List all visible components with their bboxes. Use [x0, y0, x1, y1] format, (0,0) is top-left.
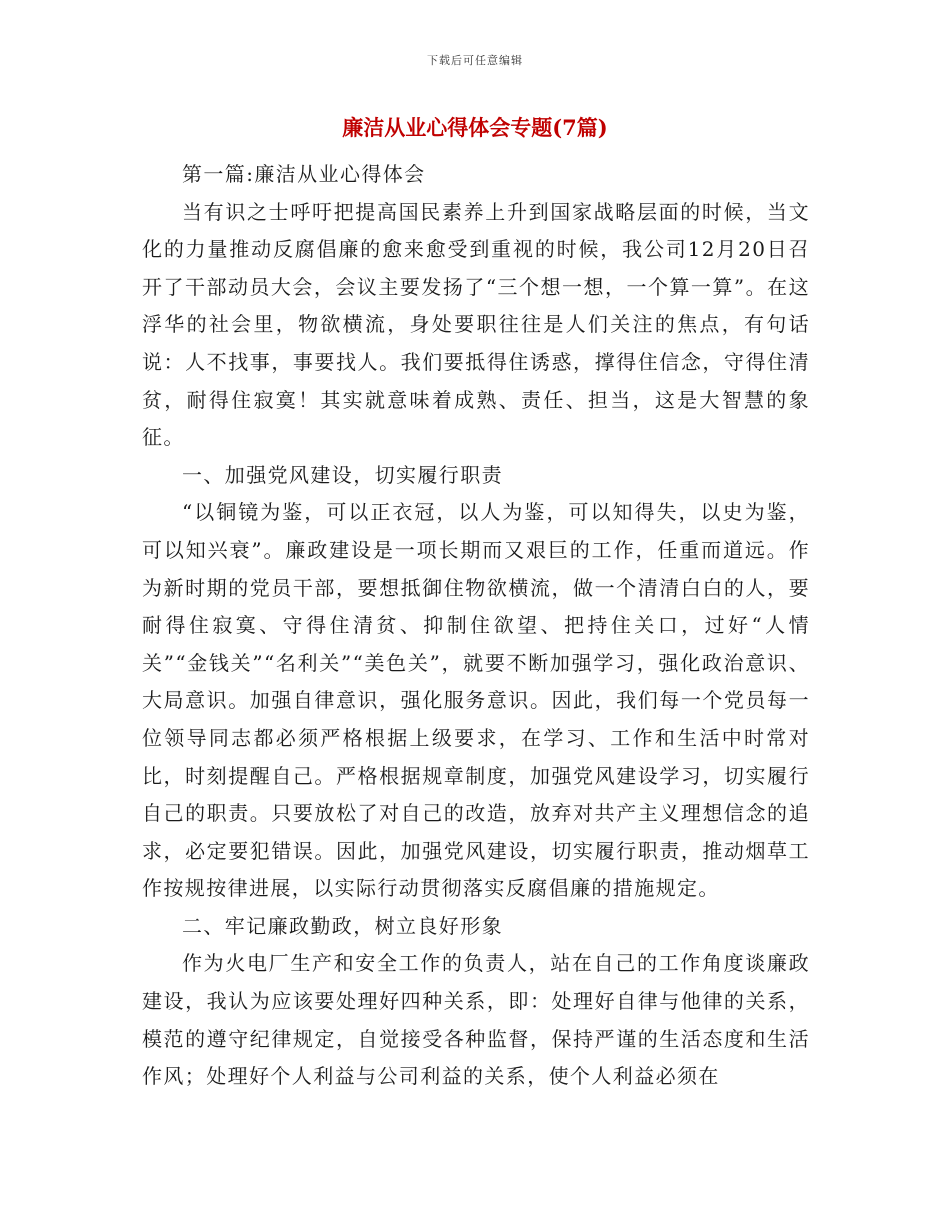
section-heading: 二、牢记廉政勤政，树立良好形象	[182, 913, 503, 938]
document-body	[142, 156, 810, 1096]
document-title: 廉洁从业心得体会专题(7篇)	[342, 115, 608, 140]
paragraph: “以铜镜为鉴，可以正衣冠，以人为鉴，可以知得失，以史为鉴，可以知兴衰”。廉政建设是一项长期而又艰巨的工作，任重而道远。作为新时期的党员干部，要想抵御住物欲横流，做一个清清白白的人，要耐得住寂寞、守得住清贫、抑制住欲望、把持住关口，过好“人情关”“金钱关”“名利关”“美色关”，就要不断加强学习，强化政治意识、大局意识。加强自律意识，强化服务意识。因此，我们每一个党员每一位领导同志都必须严格根据上级要求，在学习、工作和生活中时常对比，时刻提醒自己。严格根据规章制度，加强党风建设学习，切实履行自己的职责。只要放松了对自己的改造，放弃对共产主义理想信念的追求，必定要犯错误。因此，加强党风建设，切实履行职责，推动烟草工作按规按律进展，以实际行动贯彻落实反腐倡廉的措施规定。	[142, 500, 810, 901]
section-heading: 一、加强党风建设，切实履行职责	[182, 462, 503, 487]
paragraph: 当有识之士呼吁把提高国民素养上升到国家战略层面的时候，当文化的力量推动反腐倡廉的愈来愈受到重视的时候，我公司12月20日召开了干部动员大会，会议主要发扬了“三个想一想，一个算一算”。在这浮华的社会里，物欲横流，身处要职往往是人们关注的焦点，有句话说：人不找事，事要找人。我们要抵得住诱惑，撑得住信念，守得住清贫，耐得住寂寞！其实就意味着成熟、责任、担当，这是大智慧的象征。	[142, 199, 810, 450]
header-note: 下载后可任意编辑	[427, 54, 523, 67]
section-heading: 第一篇:廉洁从业心得体会	[182, 162, 426, 186]
paragraph: 作为火电厂生产和安全工作的负责人，站在自己的工作角度谈廉政建设，我认为应该要处理好四种关系，即：处理好自律与他律的关系，模范的遵守纪律规定，自觉接受各种监督，保持严谨的生活态度和生活作风；处理好个人利益与公司利益的关系，使个人利益必须在	[142, 951, 810, 1089]
